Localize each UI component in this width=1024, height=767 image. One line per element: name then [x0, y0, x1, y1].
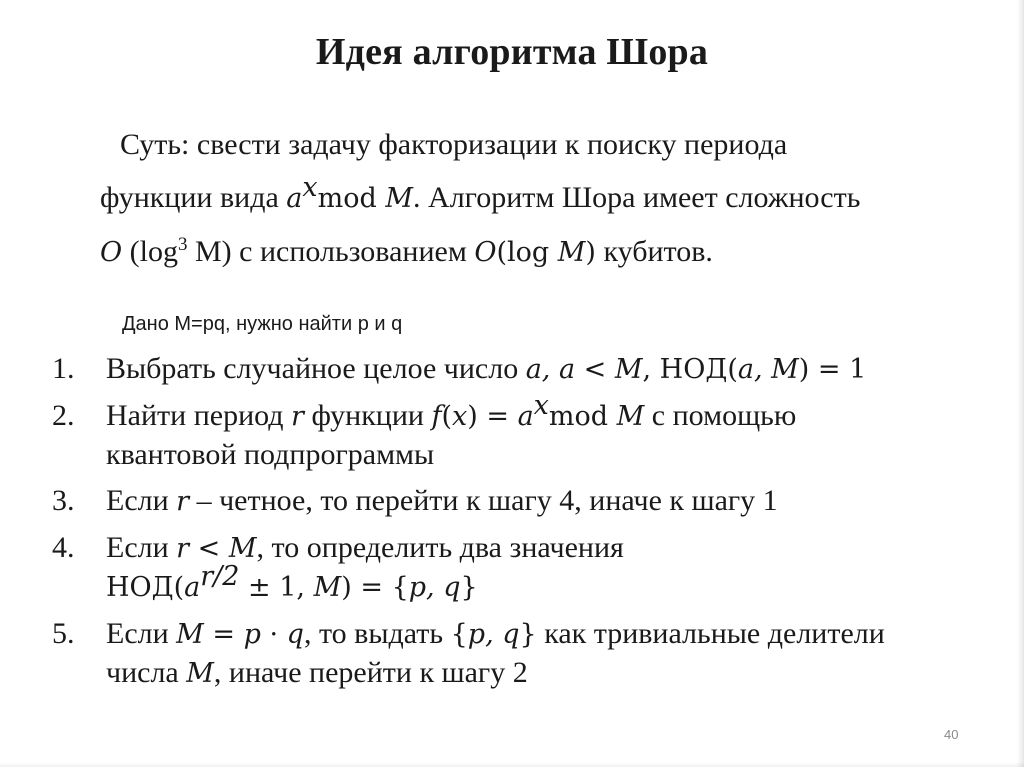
slide-title: Идея алгоритма Шора: [315, 31, 709, 73]
step-line: $НОД(a^{r/2} \pm 1$, M) = {p, q}: [106, 561, 478, 603]
step-line: Найти период r функции $f(x) = a^xmod$ M с помощью: [106, 390, 797, 432]
step-number: 3.: [52, 484, 75, 517]
intro-line-1: Суть: свести задачу факторизации к поиску периода: [120, 128, 788, 161]
step-4: [52, 529, 982, 607]
step-line: Если M = p · q, то выдать {p, q} как тривиальные делители: [106, 617, 885, 650]
intro-line-2: функции вида $a^xmod$ M. Алгоритм Шора имеет сложность: [100, 172, 861, 214]
algorithm-steps: [52, 350, 982, 701]
step-number: 4.: [52, 531, 75, 564]
step-3: [52, 482, 982, 521]
intro-paragraph: [100, 118, 970, 279]
step-line: числа M, иначе перейти к шагу 2: [106, 656, 528, 689]
step-line: Если r < M, то определить два значения: [106, 531, 624, 564]
step-2: [52, 390, 982, 474]
step-number: 1.: [52, 352, 75, 385]
step-number: 5.: [52, 617, 75, 650]
page-number: 40: [944, 727, 959, 742]
step-1: [52, 350, 982, 389]
slide-bottom-shadow: [0, 762, 1024, 767]
step-5: [52, 615, 982, 693]
step-line: Выбрать случайное целое число a, a < M, НОД(a, M) = 1: [106, 352, 867, 385]
step-line: квантовой подпрограммы: [106, 438, 435, 471]
slide-edge-shadow: [1017, 0, 1023, 767]
given-statement: Дано M=pq, нужно найти p и q: [122, 313, 403, 335]
step-number: 2.: [52, 399, 75, 432]
intro-line-3: O ($\log^3$ M) с использованием O(log M) кубитов.: [100, 234, 713, 268]
step-line: Если r – четное, то перейти к шагу 4, иначе к шагу 1: [106, 484, 778, 517]
